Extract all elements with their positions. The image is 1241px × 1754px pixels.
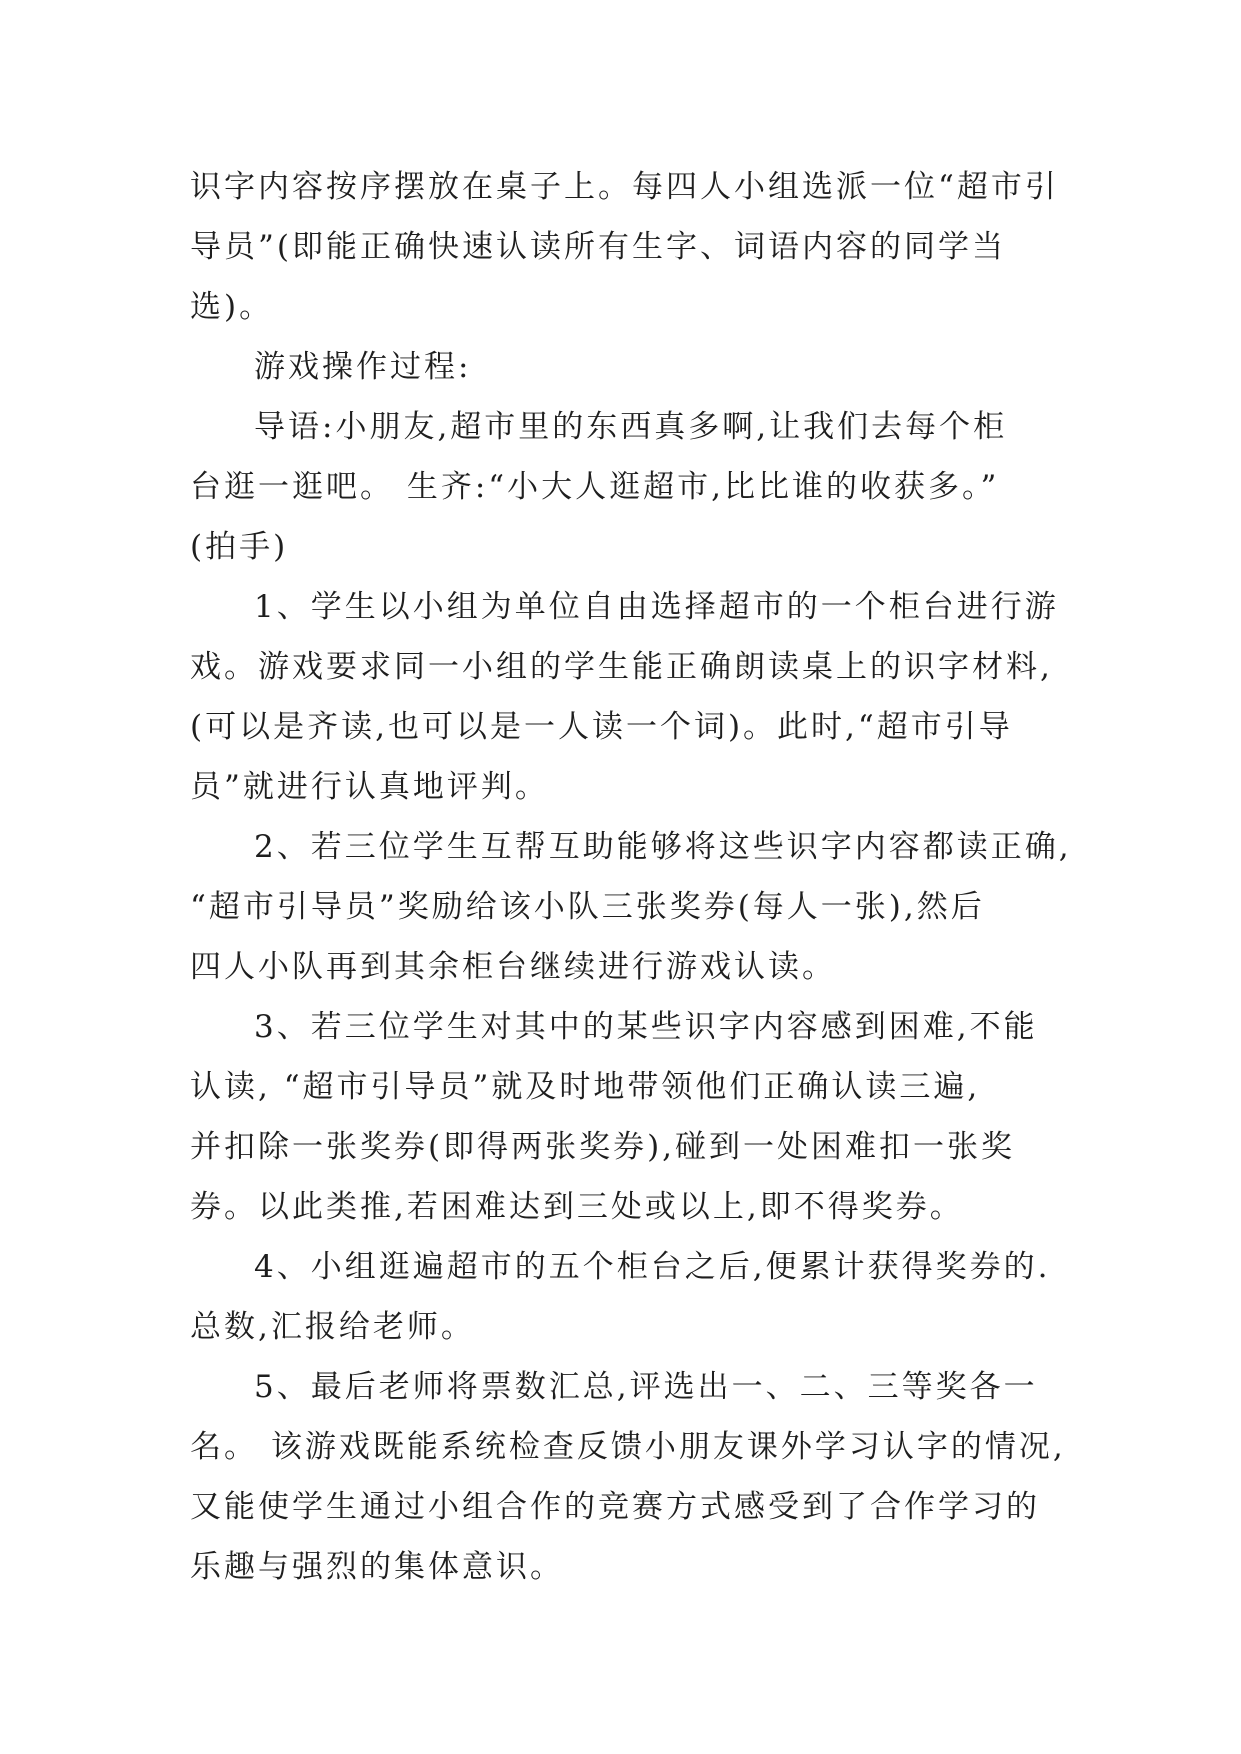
step-1-line: 1、学生以小组为单位自由选择超市的一个柜台进行游 bbox=[254, 589, 1059, 625]
text-line: 认读, “超市引导员”就及时地带领他们正确认读三遍, bbox=[190, 1069, 981, 1105]
step-5-line: 5、最后老师将票数汇总,评选出一、二、三等奖各一 bbox=[254, 1369, 1038, 1405]
text-line: 选)。 bbox=[190, 289, 274, 325]
text-line: (可以是齐读,也可以是一人读一个词)。此时,“超市引导 bbox=[190, 709, 1013, 745]
text-line: 并扣除一张奖券(即得两张奖券),碰到一处困难扣一张奖 bbox=[190, 1129, 1016, 1165]
text-line: (拍手) bbox=[190, 529, 289, 565]
text-line: 导语:小朋友,超市里的东西真多啊,让我们去每个柜 bbox=[254, 409, 1008, 445]
text-line: 员”就进行认真地评判。 bbox=[190, 769, 549, 805]
text-line: 券。以此类推,若困难达到三处或以上,即不得奖券。 bbox=[190, 1189, 964, 1225]
text-line: 总数,汇报给老师。 bbox=[190, 1309, 475, 1345]
text-line: 导员”(即能正确快速认读所有生字、词语内容的同学当 bbox=[190, 229, 1006, 265]
text-line: 乐趣与强烈的集体意识。 bbox=[190, 1549, 564, 1585]
step-3-line: 3、若三位学生对其中的某些识字内容感到困难,不能 bbox=[254, 1009, 1038, 1045]
document-body bbox=[190, 157, 1072, 1597]
text-line: 四人小队再到其余柜台继续进行游戏认读。 bbox=[190, 949, 836, 985]
text-line: 识字内容按序摆放在桌子上。每四人小组选派一位“超市引 bbox=[190, 169, 1059, 205]
step-4-line: 4、小组逛遍超市的五个柜台之后,便累计获得奖券的. bbox=[254, 1249, 1051, 1285]
text-line: 又能使学生通过小组合作的竞赛方式感受到了合作学习的 bbox=[190, 1489, 1040, 1525]
text-line: 台逛一逛吧。 生齐:“小大人逛超市,比比谁的收获多。” bbox=[190, 469, 1000, 505]
text-line: “超市引导员”奖励给该小队三张奖券(每人一张),然后 bbox=[190, 889, 985, 925]
section-heading: 游戏操作过程: bbox=[254, 349, 472, 385]
step-2-line: 2、若三位学生互帮互助能够将这些识字内容都读正确, bbox=[254, 829, 1072, 865]
text-line: 戏。游戏要求同一小组的学生能正确朗读桌上的识字材料, bbox=[190, 649, 1053, 685]
text-line: 名。 该游戏既能系统检查反馈小朋友课外学习认字的情况, bbox=[190, 1429, 1066, 1465]
